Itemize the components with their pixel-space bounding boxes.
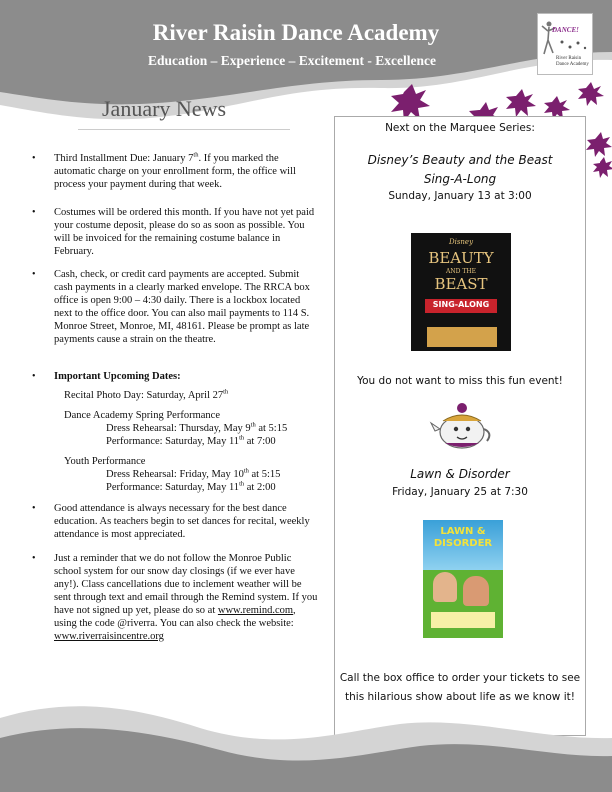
list-item <box>32 151 320 191</box>
poster2-title-line1: LAWN & <box>440 526 486 537</box>
reminder-part-a: Just a reminder that we do not follow the Monroe Public school system for our snow day closings (if we ever have any!). Class cancellations due to inclement weather will be sent through text and email through the Remind system. If you have not signed up yet, please do so at <box>54 553 318 616</box>
marquee-heading: Next on the Marquee Series: <box>385 122 535 134</box>
attendance-text: Good attendance is always necessary for the best dance education. As teachers begin to set dances for recital, weekly attendance is most appreciated. <box>54 503 310 540</box>
marquee-box <box>334 116 586 736</box>
dates-list <box>54 389 320 494</box>
cta-line1: Call the box office to order your tickets to see <box>339 672 581 684</box>
bullet-icon: • <box>32 153 36 164</box>
youth-performance: Performance: Saturday, May 11th at 2:00 <box>106 480 276 493</box>
youth-heading: Youth Performance <box>64 456 146 467</box>
poster1-line1: BEAUTY <box>428 249 494 267</box>
news-title: January News <box>102 96 227 121</box>
bullet-icon: • <box>32 371 36 382</box>
bullet-icon: • <box>32 207 36 218</box>
website-link[interactable]: www.riverraisincentre.org <box>54 631 164 642</box>
logo-subtitle: River Raisin Dance Academy <box>556 56 589 67</box>
spring-performance: Performance: Saturday, May 11th at 7:00 <box>106 434 276 447</box>
show1-title-line2: Sing-A-Long <box>423 172 497 186</box>
show1-title-line1: Disney’s Beauty and the Beast <box>367 153 553 167</box>
show1-date: Sunday, January 13 at 3:00 <box>388 190 532 202</box>
cta-line2: this hilarious show about life as we know it! <box>345 691 575 703</box>
show2-date: Friday, January 25 at 7:30 <box>392 486 528 498</box>
list-item <box>32 206 320 258</box>
youth-rehearsal: Dress Rehearsal: Friday, May 10th at 5:15 <box>106 467 281 480</box>
payments-text: Cash, check, or credit card payments are accepted. Submit cash payments in a clearly marked envelope. The RRCA box office is open 9:00 – 4:30 daily. There is a lockbox located next to the office door. You can also mail payments to 114 S. Monroe Street, Monroe, MI, 48161. Please be prompt as late payments cause a strain on the theatre. <box>54 269 310 345</box>
dates-heading: Important Upcoming Dates: <box>54 371 181 382</box>
bullet-icon: • <box>32 503 36 514</box>
reminder-part-b: , using the code @riverra. You can also check the website: <box>54 605 296 629</box>
list-item <box>32 502 320 541</box>
list-item <box>32 370 320 494</box>
photo-day: Recital Photo Day: Saturday, April 27th <box>64 388 229 401</box>
academy-title: River Raisin Dance Academy <box>152 20 440 45</box>
title-divider <box>78 129 290 130</box>
stars-icon <box>558 38 588 52</box>
poster1-line3: BEAST <box>434 275 488 293</box>
poster1-brand: Disney <box>448 238 474 246</box>
flower-decoration-side <box>586 130 612 180</box>
lawn-disorder-poster <box>423 520 503 638</box>
remind-link[interactable]: www.remind.com <box>217 605 294 616</box>
teapot-icon <box>429 399 495 451</box>
bullet-icon: • <box>32 553 36 564</box>
installment-text: Third Installment Due: January 7th. If you marked the automatic charge on your enrollment form, the office will process your payment during that week. <box>54 151 296 190</box>
logo-word: DANCE! <box>552 26 579 34</box>
list-item <box>32 268 320 346</box>
poster2-title-line2: DISORDER <box>433 538 493 549</box>
event-tagline: You do not want to miss this fun event! <box>357 375 563 387</box>
show2-title: Lawn & Disorder <box>410 467 510 481</box>
footer-band <box>0 680 612 792</box>
poster1-line2: AND THE <box>446 268 476 275</box>
bullet-icon: • <box>32 269 36 280</box>
reminder-text <box>54 552 320 643</box>
spring-rehearsal: Dress Rehearsal: Thursday, May 9th at 5:15 <box>106 421 288 434</box>
spring-heading: Dance Academy Spring Performance <box>64 410 220 421</box>
costumes-text: Costumes will be ordered this month. If you have not yet paid your costume deposit, please do so as soon as possible. You will be invoiced for the remaining costume balance in February. <box>54 207 315 257</box>
poster1-line4: SING-ALONG <box>432 300 490 309</box>
academy-tagline: Education – Experience – Excitement - Excellence <box>148 53 436 68</box>
academy-logo <box>537 13 593 75</box>
beauty-beast-poster <box>411 233 511 351</box>
list-item <box>32 552 320 643</box>
